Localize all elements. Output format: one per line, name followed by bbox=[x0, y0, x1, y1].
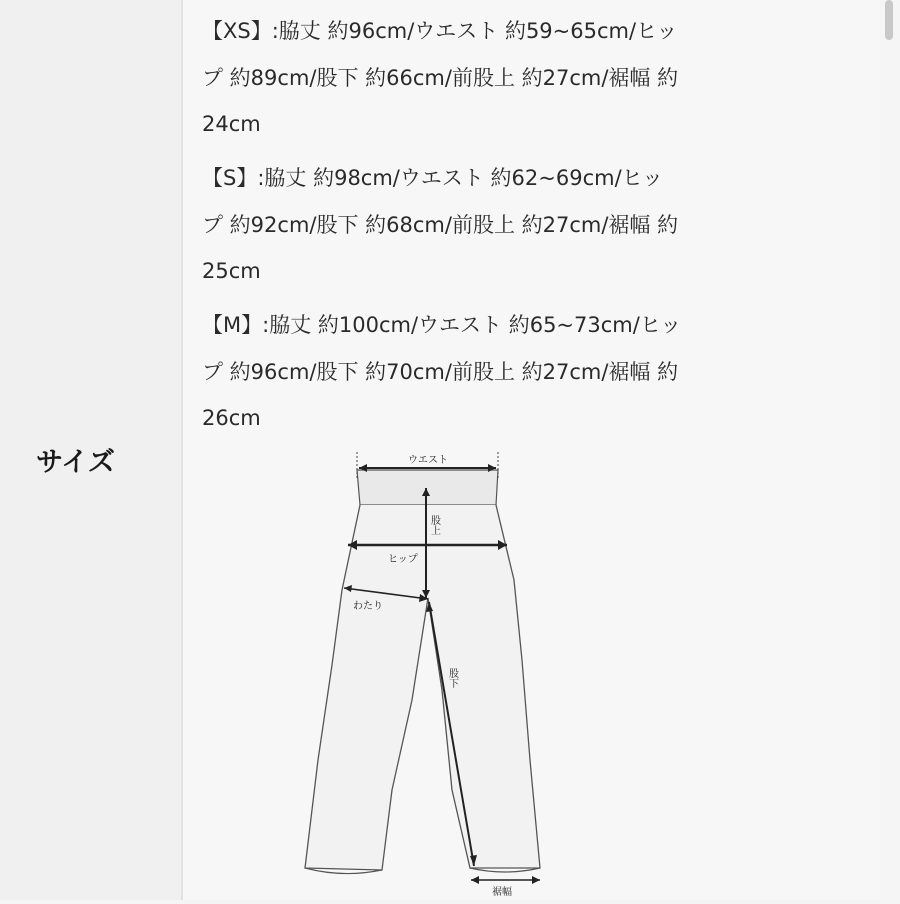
size-m-line-3: 26cm bbox=[202, 406, 261, 430]
size-m-spec bbox=[202, 302, 812, 442]
hem-arrow-head-left bbox=[471, 876, 479, 884]
size-m-line-1: 【M】:脇丈 約100cm/ウエスト 約65~73cm/ヒッ bbox=[202, 313, 682, 337]
inseam-text: 股下 bbox=[446, 668, 458, 688]
pants-outline bbox=[305, 505, 540, 870]
size-m-line-2: プ 約96cm/股下 約70cm/前股上 約27cm/裾幅 約 bbox=[202, 359, 679, 384]
pants-diagram bbox=[300, 440, 560, 900]
size-xs-line-3: 24cm bbox=[202, 112, 261, 136]
size-label: サイズ bbox=[36, 447, 115, 478]
hem-arrow-head-right bbox=[532, 876, 540, 884]
waist-text: ウエスト bbox=[408, 455, 448, 466]
size-xs-spec bbox=[202, 8, 812, 148]
hem-text: 裾幅 bbox=[492, 887, 512, 898]
label-column bbox=[0, 0, 181, 900]
size-s-line-3: 25cm bbox=[202, 259, 261, 283]
size-s-line-2: プ 約92cm/股下 約68cm/前股上 約27cm/裾幅 約 bbox=[202, 212, 679, 237]
waistband-outline bbox=[357, 470, 498, 505]
scrollbar-thumb[interactable] bbox=[885, 0, 893, 40]
hip-text: ヒップ bbox=[388, 554, 418, 565]
rise-text: 股上 bbox=[428, 515, 440, 535]
size-s-line-1: 【S】:脇丈 約98cm/ウエスト 約62~69cm/ヒッ bbox=[202, 166, 664, 190]
thigh-text: わたり bbox=[353, 601, 383, 612]
size-s-spec bbox=[202, 155, 812, 295]
size-xs-line-1: 【XS】:脇丈 約96cm/ウエスト 約59~65cm/ヒッ bbox=[202, 19, 678, 43]
pants-diagram-svg bbox=[300, 440, 560, 900]
size-xs-line-2: プ 約89cm/股下 約66cm/前股上 約27cm/裾幅 約 bbox=[202, 65, 679, 90]
